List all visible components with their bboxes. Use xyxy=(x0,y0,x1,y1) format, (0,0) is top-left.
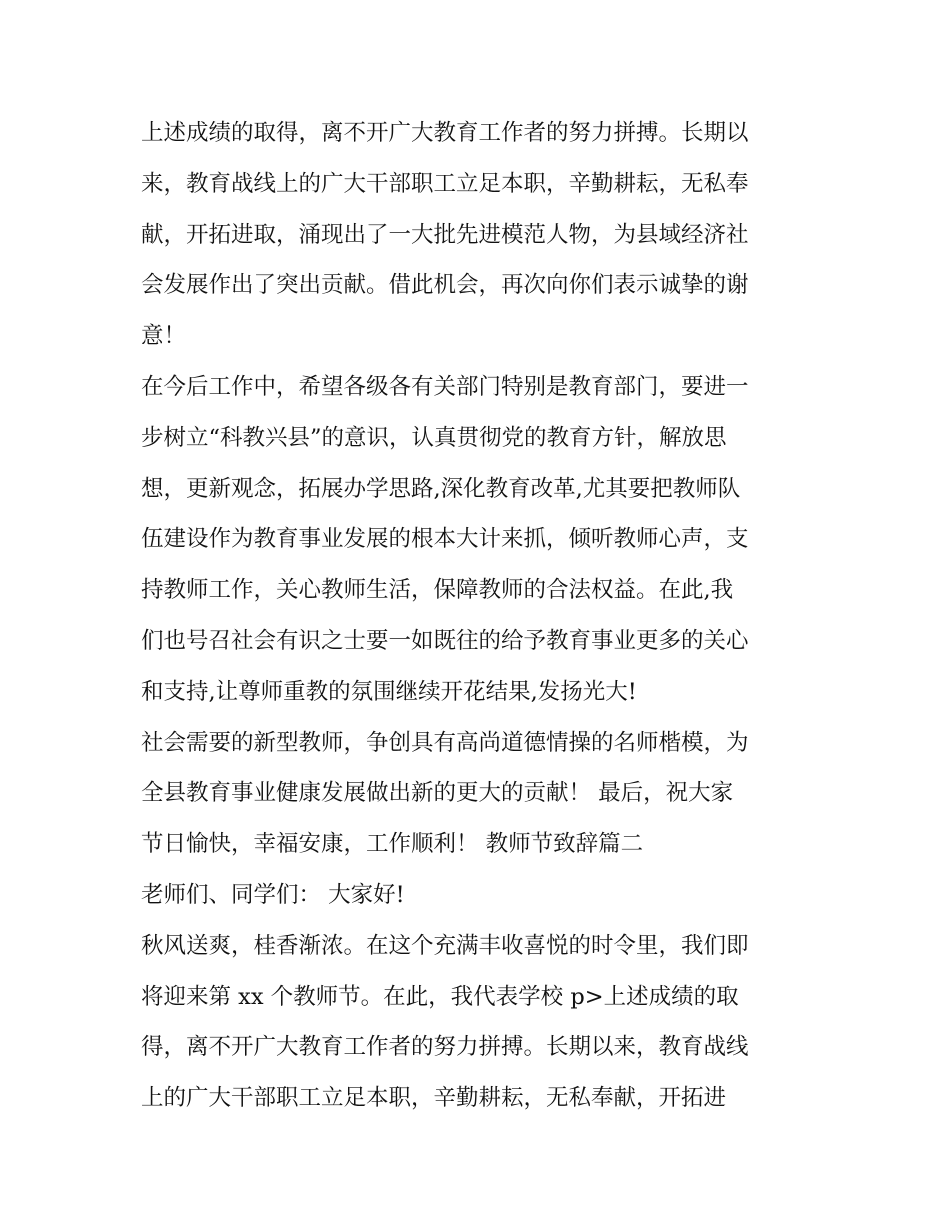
text-line: 上述成绩的取得，离不开广大教育工作者的努力拼搏。长期以 xyxy=(141,120,749,146)
text-line: 会发展作出了突出贡献。借此机会，再次向你们表示诚挚的谢 xyxy=(141,272,749,299)
text-line: 将迎来第 xx 个教师节。在此，我代表学校 p>上述成绩的取 xyxy=(141,983,739,1010)
text-line: 社会需要的新型教师，争创具有高尚道德情操的名师楷模，为 xyxy=(141,729,749,756)
text-line: 上的广大干部职工立足本职，辛勤耕耘，无私奉献，开拓进 xyxy=(141,1085,727,1112)
text-line: 持教师工作，关心教师生活，保障教师的合法权益。在此,我 xyxy=(141,577,734,604)
text-line: 全县教育事业健康发展做出新的更大的贡献！ 最后，祝大家 xyxy=(141,780,734,807)
text-line: 秋风送爽，桂香渐浓。在这个充满丰收喜悦的时令里，我们即 xyxy=(141,932,749,959)
text-line: 们也号召社会有识之士要一如既往的给予教育事业更多的关心 xyxy=(141,627,749,654)
text-line: 步树立“科教兴县”的意识，认真贯彻党的教育方针，解放思 xyxy=(141,424,727,451)
text-line: 老师们、同学们： 大家好! xyxy=(141,881,405,908)
text-line: 在今后工作中，希望各级各有关部门特别是教育部门，要进一 xyxy=(141,373,749,400)
document-body xyxy=(141,108,813,1124)
text-line: 献，开拓进取，涌现出了一大批先进模范人物，为县域经济社 xyxy=(141,221,749,248)
text-line: 节日愉快，幸福安康，工作顺利！ 教师节致辞篇二 xyxy=(141,831,644,858)
text-line: 意！ xyxy=(141,323,187,350)
text-line: 得，离不开广大教育工作者的努力拼搏。长期以来，教育战线 xyxy=(141,1034,749,1061)
text-line: 想，更新观念，拓展办学思路,深化教育改革,尤其要把教师队 xyxy=(141,475,741,502)
text-line: 来，教育战线上的广大干部职工立足本职，辛勤耕耘，无私奉 xyxy=(141,170,749,197)
text-line: 和支持,让尊师重教的氛围继续开花结果,发扬光大! xyxy=(141,678,637,705)
text-line: 伍建设作为教育事业发展的根本大计来抓，倾听教师心声，支 xyxy=(141,526,749,553)
